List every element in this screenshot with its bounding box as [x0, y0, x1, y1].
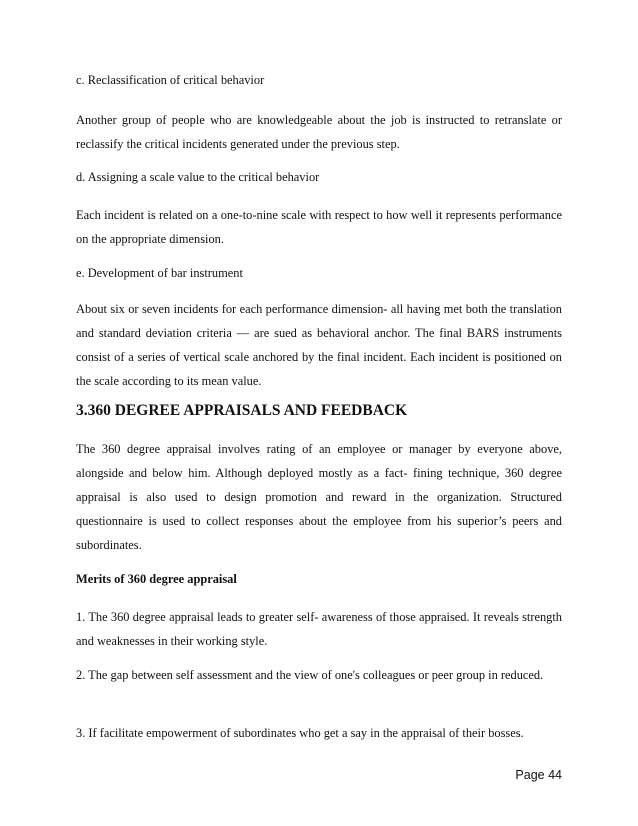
- section-d-title: d. Assigning a scale value to the critical behavior: [76, 170, 320, 184]
- section-d-body: Each incident is related on a one-to-nine scale with respect to how well it represents performance on the appropriate dimension.: [76, 208, 562, 246]
- merit-item-2: 2. The gap between self assessment and the view of one's colleagues or peer group in reduced.: [76, 668, 544, 682]
- section-e-body: About six or seven incidents for each performance dimension- all having met both the translation and standard deviation criteria — are sued as behavioral anchor. The final BARS instruments consist of a series of vertical scale anchored by the final incident. Each incident is positioned on the scale according to its mean value.: [76, 302, 562, 388]
- section-heading-360: 3.360 DEGREE APPRAISALS AND FEEDBACK: [76, 402, 408, 419]
- intro-360-paragraph: The 360 degree appraisal involves rating of an employee or manager by everyone above, alongside and below him. Although deployed mostly as a fact- fining technique, 360 degree appraisal is also used to design promotion and reward in the organization. Structured questionnaire is used to collect responses about the employee from his superior’s peers and subordinates.: [76, 442, 562, 552]
- page-number: Page 44: [515, 768, 562, 782]
- section-e-title: e. Development of bar instrument: [76, 266, 243, 280]
- merits-subheading: Merits of 360 degree appraisal: [76, 572, 237, 586]
- merit-item-3: 3. If facilitate empowerment of subordinates who get a say in the appraisal of their bosses.: [76, 726, 524, 740]
- section-c-title: c. Reclassification of critical behavior: [76, 73, 265, 87]
- section-c-body: Another group of people who are knowledgeable about the job is instructed to retranslate or reclassify the critical incidents generated under the previous step.: [76, 113, 562, 151]
- merit-item-1: 1. The 360 degree appraisal leads to greater self- awareness of those appraised. It reveals strength and weaknesses in their working style.: [76, 610, 562, 648]
